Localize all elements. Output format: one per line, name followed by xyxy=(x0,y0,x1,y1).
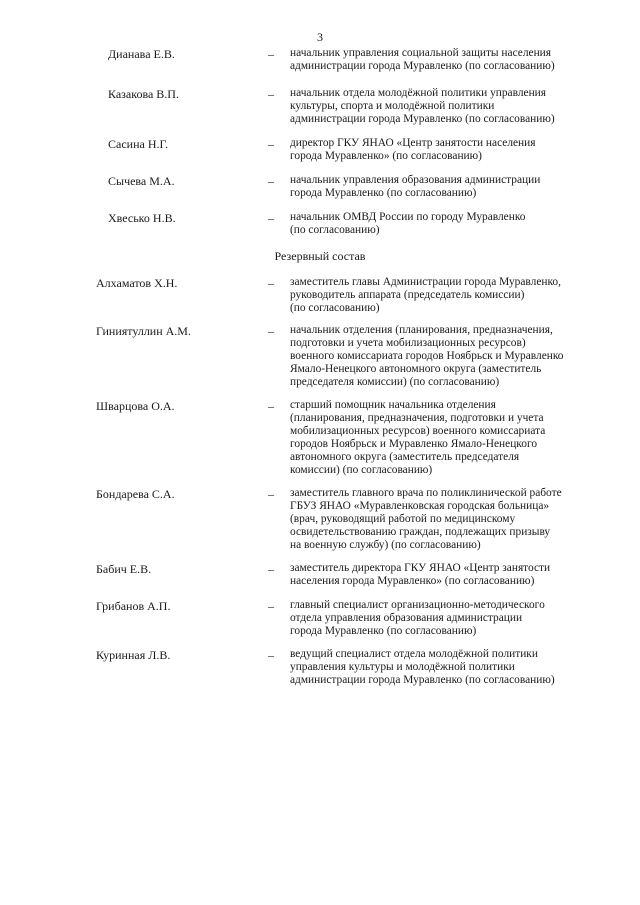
position-line: Ямало-Ненецкого автономного округа (заместитель xyxy=(290,363,542,375)
position-line: города Муравленко (по согласованию) xyxy=(290,187,477,199)
member-position xyxy=(290,87,600,126)
member-name: Бондарева С.А. xyxy=(96,487,175,501)
position-line: военного комиссариата городов Ноябрьск и Муравленко xyxy=(290,350,564,362)
position-line: населения города Муравленко» (по согласованию) xyxy=(290,575,535,587)
member-position xyxy=(290,648,600,687)
position-line: ведущий специалист отдела молодёжной политики xyxy=(290,648,538,660)
member-name: Гиниятуллин А.М. xyxy=(96,324,191,338)
position-line: заместитель главного врача по поликлинической работе xyxy=(290,487,562,499)
position-line: города Муравленко» (по согласованию) xyxy=(290,150,482,162)
position-line: начальник управления социальной защиты населения xyxy=(290,47,552,59)
position-line: комиссии) (по согласованию) xyxy=(290,464,433,476)
member-position xyxy=(290,562,600,588)
member-position xyxy=(290,324,600,389)
member-position xyxy=(290,174,600,200)
dash: – xyxy=(268,276,274,290)
member-position xyxy=(290,599,600,638)
member-name: Сычева М.А. xyxy=(108,174,175,188)
position-line: отдела управления образования администрации xyxy=(290,612,523,624)
member-position xyxy=(290,487,600,552)
member-name: Куринная Л.В. xyxy=(96,648,171,662)
dash: – xyxy=(268,47,274,61)
position-line: управления культуры и молодёжной политики xyxy=(290,661,515,673)
position-line: начальник отдела молодёжной политики управления xyxy=(290,87,547,99)
position-line: заместитель главы Администрации города Муравленко, xyxy=(290,276,561,288)
dash: – xyxy=(268,324,274,338)
position-line: (планирования, предназначения, подготовки и учета xyxy=(290,412,544,424)
position-line: начальник управления образования администрации xyxy=(290,174,541,186)
position-line: города Муравленко (по согласованию) xyxy=(290,625,477,637)
position-line: заместитель директора ГКУ ЯНАО «Центр занятости xyxy=(290,562,551,574)
position-line: культуры, спорта и молодёжной политики xyxy=(290,100,495,112)
position-line: освидетельствованию граждан, подлежащих призыву xyxy=(290,526,551,538)
position-line: (по согласованию) xyxy=(290,302,380,314)
reserve-heading: Резервный состав xyxy=(274,249,366,263)
member-position xyxy=(290,399,600,477)
member-position xyxy=(290,211,600,237)
position-line: главный специалист организационно-методического xyxy=(290,599,545,611)
page-number: 3 xyxy=(317,30,323,44)
member-name: Бабич Е.В. xyxy=(96,562,152,576)
member-name: Дианава Е.В. xyxy=(108,47,175,61)
dash: – xyxy=(268,211,274,225)
position-line: старший помощник начальника отделения xyxy=(290,399,496,411)
member-name: Казакова В.П. xyxy=(108,87,179,101)
position-line: (врач, руководящий работой по медицинскому xyxy=(290,513,516,525)
dash: – xyxy=(268,487,274,501)
position-line: автономного округа (заместитель председателя xyxy=(290,451,520,463)
position-line: администрации города Муравленко (по согласованию) xyxy=(290,60,555,72)
position-line: руководитель аппарата (председатель комиссии) xyxy=(290,289,525,301)
member-name: Хвесько Н.В. xyxy=(108,211,176,225)
position-line: начальник ОМВД России по городу Муравленко xyxy=(290,211,526,223)
position-line: мобилизационных ресурсов) военного комиссариата xyxy=(290,425,546,437)
dash: – xyxy=(268,562,274,576)
dash: – xyxy=(268,87,274,101)
position-line: директор ГКУ ЯНАО «Центр занятости населения xyxy=(290,137,536,149)
member-position xyxy=(290,276,600,315)
position-line: на военную службу) (по согласованию) xyxy=(290,539,481,551)
position-line: подготовки и учета мобилизационных ресурсов) xyxy=(290,337,526,349)
position-line: начальник отделения (планирования, предназначения, xyxy=(290,324,553,336)
position-line: ГБУЗ ЯНАО «Муравленковская городская больница» xyxy=(290,500,550,512)
position-line: городов Ноябрьск и Муравленко Ямало-Ненецкого xyxy=(290,438,538,450)
dash: – xyxy=(268,399,274,413)
dash: – xyxy=(268,137,274,151)
member-position xyxy=(290,47,600,73)
dash: – xyxy=(268,174,274,188)
member-name: Грибанов А.П. xyxy=(96,599,171,613)
dash: – xyxy=(268,599,274,613)
member-position xyxy=(290,137,600,163)
member-name: Шварцова О.А. xyxy=(96,399,175,413)
position-line: администрации города Муравленко (по согласованию) xyxy=(290,674,555,686)
dash: – xyxy=(268,648,274,662)
member-name: Алхаматов Х.Н. xyxy=(96,276,178,290)
position-line: администрации города Муравленко (по согласованию) xyxy=(290,113,555,125)
position-line: председателя комиссии) (по согласованию) xyxy=(290,376,500,388)
position-line: (по согласованию) xyxy=(290,224,380,236)
member-name: Сасина Н.Г. xyxy=(108,137,169,151)
